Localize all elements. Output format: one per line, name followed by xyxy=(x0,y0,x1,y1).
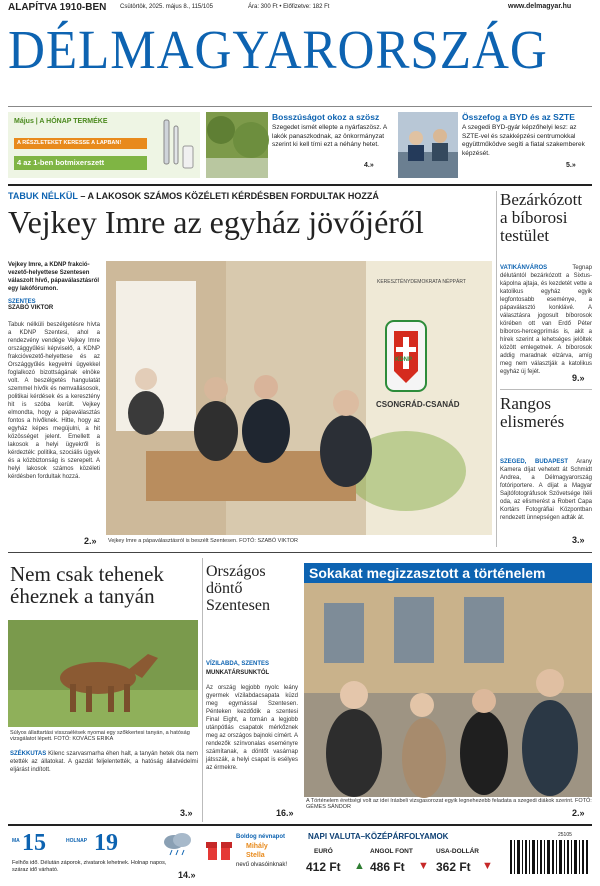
issue-info: Csütörtök, 2025. május 8., 115/105 xyxy=(120,4,213,10)
promo-box[interactable] xyxy=(8,112,200,178)
lead-caption-text: Vejkey Imre a pápaválasztásról is beszélt Szentesen. xyxy=(108,538,238,544)
lead-place: SZENTES xyxy=(8,299,36,305)
story3-photo-credit: FOTÓ: KOVÁCS ERIKA xyxy=(54,736,114,742)
lead-intro-column xyxy=(8,261,100,513)
lead-kicker xyxy=(8,191,488,201)
promo-product-label: 4 az 1-ben botmixerszett xyxy=(14,156,147,170)
lead-photo-credit: FOTÓ: SZABÓ VIKTOR xyxy=(239,538,299,544)
weather-tomorrow-label: HOLNAP xyxy=(66,838,88,844)
divider xyxy=(8,106,592,107)
gift-icon xyxy=(206,836,232,862)
weather-tomorrow-value: 19 xyxy=(94,830,118,856)
lead-photo xyxy=(106,261,492,535)
story4-body: Az ország legjobb nyolc leány gyermek vízilabdacsapata küzd meg egymással Szentesen. Pénteken kezdődik a szentesi Final Eight, a tornán a legjobb utánpótlás csapatok mérkőznek meg az országos bajnoki címért. A rendezők színvonalas eseményre számítanak, a döntőt vasárnap játsszák, a helyi csapat is esélyes az érmekre. xyxy=(206,685,298,771)
teaser2-text: A szegedi BYD-gyár képzőhelyi lesz: az SZTE-vel és szakképzési centrumokkal együttműködve segíti a fiatal szakemberek képzését. xyxy=(462,124,585,157)
side1-body xyxy=(500,264,592,375)
story3-text: Kilenc szarvasmarha éhen halt, a tanyán hetek óta nem etették az állatokat. A gazdát feljelentették, a hatóság állatvédelmi eljárást indított. xyxy=(10,751,198,773)
lead-photo-caption xyxy=(108,538,492,544)
fx-box xyxy=(304,830,500,882)
weather-today-value: 15 xyxy=(22,830,46,856)
story3-photo xyxy=(8,620,198,727)
price-info: Ára: 300 Ft • Előfizetve: 182 Ft xyxy=(248,4,330,10)
story5-headline[interactable]: Sokakat megizzasztott a történelem xyxy=(304,563,592,583)
side1-page-ref[interactable]: 9.» xyxy=(572,373,585,383)
founded-label: ALAPÍTVA 1910-BEN xyxy=(8,2,107,13)
side1-headline[interactable]: Bezárkózott a bíborosi testület xyxy=(500,190,583,245)
fx-eur-label: EURÓ xyxy=(314,848,333,855)
lead-headline[interactable]: Vejkey Imre az egyház jövőjéről xyxy=(8,204,424,240)
story3-tag: SZÉKKUTAS xyxy=(10,751,47,757)
story4-headline[interactable]: Országos döntő Szentesen xyxy=(206,563,270,614)
masthead xyxy=(8,18,592,82)
lead-author: SZABÓ VIKTOR xyxy=(8,305,54,311)
promo-month-label: Május | A HÓNAP TERMÉKE xyxy=(14,118,108,125)
newspaper-title: DÉLMAGYARORSZÁG xyxy=(8,19,548,80)
down-arrow-icon: ▼ xyxy=(418,860,429,872)
fx-eur-value: 412 Ft xyxy=(306,860,341,874)
side2-text: Arany Kamera díjat vehetett át Schmidt Andrea, a Délmagyarország fotóriportere. A díjat a Magyar Sajtófotográfusok Szövetsége ítéli oda, az elismerést a Robert Capa Kortárs Fotográfiai Központban rendezett ünnepségen adták át. xyxy=(500,459,592,521)
story4-author: MUNKATÁRSUNKTÓL xyxy=(206,670,270,676)
barcode-issue: 25105 xyxy=(558,832,572,838)
nameday-suffix: nevű olvasóinknak! xyxy=(236,862,288,868)
top-bar xyxy=(0,0,600,14)
barcode-image xyxy=(508,840,592,880)
story5-caption xyxy=(306,798,592,810)
lead-intro: Vejkey Imre, a KDNP frakcióvezető-helyettese Szentesen válaszolt hívő, pápaválasztásról egy lakófórumon. xyxy=(8,262,100,292)
lead-kicker-tag: TABUK NÉLKÜL xyxy=(8,191,78,201)
teaser2-page-ref[interactable]: 5.» xyxy=(566,162,576,169)
nameday-box xyxy=(206,830,298,882)
side1-text: Tegnap délutántól bezárkózott a Sixtus-kápolna ajtaja, és kezdetét vette a katolikus egyház egyik legfontosabb eseménye, a pápaválasztó konklávé. A választásra jogosult bíborosok körében ott van Erdő Péter bíboros-hercegprímás is, akit a hírek szerint a lehetséges jelöltek között emlegetnek. A bíborosok addig maradnak elzárva, amíg meg nem választják a katolikus egyház új fejét. xyxy=(500,265,592,375)
story4-page-ref[interactable]: 16.» xyxy=(276,808,294,818)
tree-fluff-image xyxy=(206,112,268,178)
horse-image xyxy=(8,620,198,727)
fx-usd-label: USA-DOLLÁR xyxy=(436,848,479,855)
divider xyxy=(8,552,592,553)
students-image xyxy=(304,583,592,797)
fx-usd-value: 362 Ft xyxy=(436,860,471,874)
side2-page-ref[interactable]: 3.» xyxy=(572,535,585,545)
teaser2[interactable] xyxy=(462,112,592,178)
column-divider xyxy=(202,558,203,822)
teaser1-page-ref[interactable]: 4.» xyxy=(364,162,374,169)
story5-photo xyxy=(304,583,592,797)
promo-subscribe-label: A RÉSZLETEKET KERESSE A LAPBAN! xyxy=(14,138,147,149)
down-arrow-icon: ▼ xyxy=(482,860,493,872)
side1-tag: VATIKÁNVÁROS xyxy=(500,265,548,271)
weather-today-label: MA xyxy=(12,838,20,844)
teaser1[interactable] xyxy=(272,112,392,178)
teaser2-photo xyxy=(398,112,458,178)
nameday-name-2: Stella xyxy=(246,852,265,859)
teaser1-title: Bosszúságot okoz a szösz xyxy=(272,112,380,122)
weather-page-ref[interactable]: 14.» xyxy=(178,870,196,880)
barcode xyxy=(508,832,592,882)
teaser1-text: Szegedet ismét ellepte a nyárfaszösz. A lakók panaszkodnak, az önkormányzat szerint ki kell tírni ezt a néhány hetet. xyxy=(272,124,387,148)
divider xyxy=(8,824,592,826)
meeting-image xyxy=(398,112,458,178)
lead-body: Tabuk nélküli beszélgetésre hívta a KDNP Szentesi, ahol a rendezvény vendége Vejkey Imre országgyűlési képviselő, a KDNP frakcióvezető-helyettese és az Országgyűlés kegyelmi ügyekkel foglalkozó bizottságának elnöke volt. A beszélgetés hangulatát szemmel hívők és nemvallásosok, politikai kérdések és a keresztény hit is szóba került. Vejkey elmondta, hogy a pápaválasztás fontos a hívőknek. Hitte, hogy az egyház képes megújulni, a hit közösséget jelent. Emellett a lakosok a helyi ügyekről is kérdezték: politika, szociális ügyek és a közbiztonság is szerepelt. A helyi lakosok számos közéleti kérdésben fordultak hozzá. xyxy=(8,322,100,480)
banner-party-name: KERESZTÉNYDEMOKRATA NÉPPÁRT xyxy=(377,279,466,285)
side2-body xyxy=(500,458,592,534)
weather-text: Felhős idő. Délután záporok, zivatarok lehetnek. Holnap napos, száraz idő várható. xyxy=(12,860,167,873)
nameday-name-1: Mihály xyxy=(246,843,268,850)
fx-gbp-label: ANGOL FONT xyxy=(370,848,413,855)
fx-title: NAPI VALUTA–KÖZÉPÁRFOLYAMOK xyxy=(308,832,449,841)
banner-logo-text: KDNP xyxy=(395,357,413,363)
story5-caption-text: A Történelem érettségi volt az idei írásbeli vizsgasorozat egyik legnehezebb feladata a szegedi diákok szerint. xyxy=(306,798,574,804)
divider xyxy=(500,389,592,390)
side2-headline[interactable]: Rangos elismerés xyxy=(500,394,565,431)
divider xyxy=(8,184,592,186)
weather-box[interactable] xyxy=(8,830,200,882)
story3-page-ref[interactable]: 3.» xyxy=(180,808,193,818)
teaser1-photo xyxy=(206,112,268,178)
up-arrow-icon: ▲ xyxy=(354,860,365,872)
teaser2-title: Összefog a BYD és az SZTE xyxy=(462,112,575,122)
banner-region: CSONGRÁD-CSANÁD xyxy=(376,400,460,409)
blender-icon xyxy=(158,116,196,174)
lead-kicker-rest: – A LAKOSOK SZÁMOS KÖZÉLETI KÉRDÉSBEN FORDULTAK HOZZÁ xyxy=(80,191,379,201)
story3-caption-text: Súlyos állattartási visszaélések nyomai egy szőkkertesi tanyán, a hatóság vizsgálatot lépett. xyxy=(10,730,190,742)
side2-tag: SZEGED, BUDAPEST xyxy=(500,459,568,465)
website-link[interactable]: www.delmagyar.hu xyxy=(508,3,572,10)
story3-body xyxy=(10,750,198,806)
story3-caption xyxy=(10,730,198,742)
story5-photo-credit: FOTÓ: GÉMES SÁNDOR xyxy=(306,798,592,810)
story3-headline[interactable]: Nem csak tehenek éheznek a tanyán xyxy=(10,562,164,609)
story4-tag: VÍZILABDA, SZENTES xyxy=(206,661,270,667)
rain-cloud-icon xyxy=(160,832,194,856)
forum-image xyxy=(106,261,492,535)
nameday-label: Boldog névnapot xyxy=(236,834,285,840)
column-divider xyxy=(496,191,497,547)
fx-gbp-value: 486 Ft xyxy=(370,860,405,874)
lead-page-ref[interactable]: 2.» xyxy=(84,536,97,546)
story5-page-ref[interactable]: 2.» xyxy=(572,808,585,818)
